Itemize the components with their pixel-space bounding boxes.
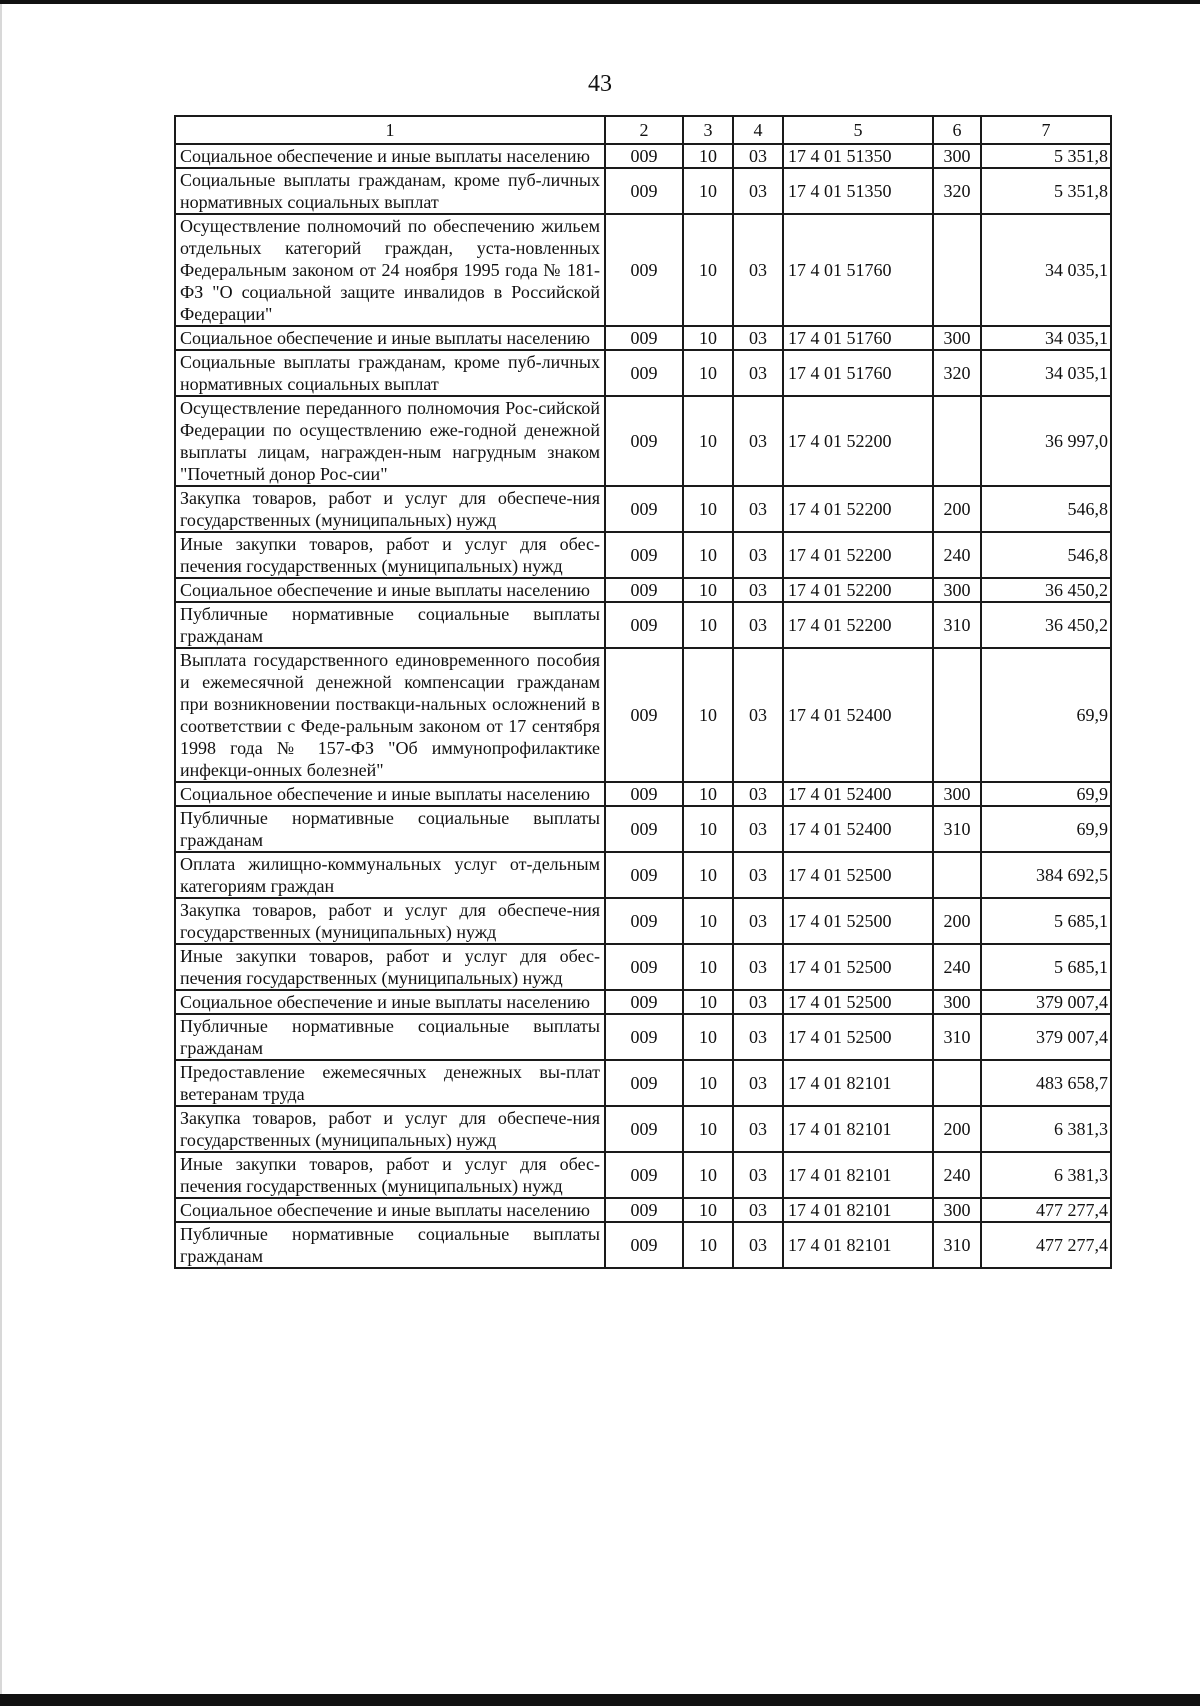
amount-cell: 477 277,4 bbox=[981, 1222, 1111, 1268]
section-code-cell: 10 bbox=[683, 990, 733, 1014]
amount-cell: 483 658,7 bbox=[981, 1060, 1111, 1106]
section-code-cell: 10 bbox=[683, 944, 733, 990]
subsection-code-cell: 03 bbox=[733, 1014, 783, 1060]
row-name-cell: Закупка товаров, работ и услуг для обеспече-ния государственных (муниципальных) нужд bbox=[175, 486, 605, 532]
row-name-cell: Иные закупки товаров, работ и услуг для обес-печения государственных (муниципальных) нужд bbox=[175, 944, 605, 990]
expense-type-cell: 300 bbox=[933, 326, 981, 350]
amount-cell: 36 450,2 bbox=[981, 602, 1111, 648]
amount-cell: 69,9 bbox=[981, 782, 1111, 806]
target-article-cell: 17 4 01 51350 bbox=[783, 144, 933, 168]
ministry-code-cell: 009 bbox=[605, 1060, 683, 1106]
expense-type-cell: 240 bbox=[933, 944, 981, 990]
subsection-code-cell: 03 bbox=[733, 602, 783, 648]
column-header-7: 7 bbox=[981, 116, 1111, 144]
section-code-cell: 10 bbox=[683, 326, 733, 350]
scan-top-border bbox=[0, 0, 1200, 4]
expense-type-cell: 300 bbox=[933, 990, 981, 1014]
ministry-code-cell: 009 bbox=[605, 350, 683, 396]
target-article-cell: 17 4 01 52200 bbox=[783, 486, 933, 532]
target-article-cell: 17 4 01 52200 bbox=[783, 602, 933, 648]
subsection-code-cell: 03 bbox=[733, 1060, 783, 1106]
section-code-cell: 10 bbox=[683, 898, 733, 944]
row-name-cell: Осуществление переданного полномочия Рос-сийской Федерации по осуществлению еже-годной денежной выплаты лицам, награжден-ным нагрудным знаком "Почетный донор Рос-сии" bbox=[175, 396, 605, 486]
column-header-2: 2 bbox=[605, 116, 683, 144]
ministry-code-cell: 009 bbox=[605, 578, 683, 602]
amount-cell: 384 692,5 bbox=[981, 852, 1111, 898]
section-code-cell: 10 bbox=[683, 852, 733, 898]
ministry-code-cell: 009 bbox=[605, 806, 683, 852]
ministry-code-cell: 009 bbox=[605, 602, 683, 648]
ministry-code-cell: 009 bbox=[605, 990, 683, 1014]
table-row bbox=[175, 1222, 1111, 1268]
expense-type-cell: 310 bbox=[933, 806, 981, 852]
subsection-code-cell: 03 bbox=[733, 326, 783, 350]
expense-type-cell bbox=[933, 648, 981, 782]
expense-type-cell: 200 bbox=[933, 898, 981, 944]
row-name-cell: Социальное обеспечение и иные выплаты населению bbox=[175, 144, 605, 168]
row-name-cell: Социальное обеспечение и иные выплаты населению bbox=[175, 578, 605, 602]
subsection-code-cell: 03 bbox=[733, 214, 783, 326]
expense-type-cell bbox=[933, 852, 981, 898]
target-article-cell: 17 4 01 52200 bbox=[783, 578, 933, 602]
target-article-cell: 17 4 01 51760 bbox=[783, 350, 933, 396]
subsection-code-cell: 03 bbox=[733, 1152, 783, 1198]
row-name-cell: Публичные нормативные социальные выплаты гражданам bbox=[175, 806, 605, 852]
column-header-4: 4 bbox=[733, 116, 783, 144]
amount-cell: 379 007,4 bbox=[981, 1014, 1111, 1060]
amount-cell: 546,8 bbox=[981, 532, 1111, 578]
row-name-cell: Оплата жилищно-коммунальных услуг от-дельным категориям граждан bbox=[175, 852, 605, 898]
amount-cell: 5 685,1 bbox=[981, 898, 1111, 944]
ministry-code-cell: 009 bbox=[605, 396, 683, 486]
row-name-cell: Публичные нормативные социальные выплаты гражданам bbox=[175, 602, 605, 648]
subsection-code-cell: 03 bbox=[733, 396, 783, 486]
section-code-cell: 10 bbox=[683, 396, 733, 486]
row-name-cell: Закупка товаров, работ и услуг для обеспече-ния государственных (муниципальных) нужд bbox=[175, 898, 605, 944]
amount-cell: 5 351,8 bbox=[981, 144, 1111, 168]
table-row bbox=[175, 806, 1111, 852]
target-article-cell: 17 4 01 52400 bbox=[783, 648, 933, 782]
target-article-cell: 17 4 01 52500 bbox=[783, 852, 933, 898]
target-article-cell: 17 4 01 52400 bbox=[783, 782, 933, 806]
subsection-code-cell: 03 bbox=[733, 578, 783, 602]
section-code-cell: 10 bbox=[683, 782, 733, 806]
expense-type-cell: 200 bbox=[933, 1106, 981, 1152]
page-number: 43 bbox=[588, 71, 612, 97]
row-name-cell: Выплата государственного единовременного пособия и ежемесячной денежной компенсации гражданам при возникновении поствакци-нальных осложнений в соответствии с Феде-ральным законом от 17 сентября 1998 года № 157-ФЗ "Об иммунопрофилактике инфекци-онных болезней" bbox=[175, 648, 605, 782]
row-name-cell: Закупка товаров, работ и услуг для обеспече-ния государственных (муниципальных) нужд bbox=[175, 1106, 605, 1152]
column-header-6: 6 bbox=[933, 116, 981, 144]
section-code-cell: 10 bbox=[683, 144, 733, 168]
expense-type-cell: 320 bbox=[933, 350, 981, 396]
table-row bbox=[175, 350, 1111, 396]
table-row bbox=[175, 214, 1111, 326]
section-code-cell: 10 bbox=[683, 486, 733, 532]
column-header-3: 3 bbox=[683, 116, 733, 144]
row-name-cell: Публичные нормативные социальные выплаты гражданам bbox=[175, 1014, 605, 1060]
table-row bbox=[175, 486, 1111, 532]
table-row bbox=[175, 898, 1111, 944]
amount-cell: 5 685,1 bbox=[981, 944, 1111, 990]
ministry-code-cell: 009 bbox=[605, 214, 683, 326]
ministry-code-cell: 009 bbox=[605, 532, 683, 578]
table-row bbox=[175, 602, 1111, 648]
subsection-code-cell: 03 bbox=[733, 532, 783, 578]
table-row bbox=[175, 532, 1111, 578]
table-row bbox=[175, 1198, 1111, 1222]
column-header-5: 5 bbox=[783, 116, 933, 144]
table-row bbox=[175, 144, 1111, 168]
target-article-cell: 17 4 01 82101 bbox=[783, 1152, 933, 1198]
section-code-cell: 10 bbox=[683, 578, 733, 602]
target-article-cell: 17 4 01 82101 bbox=[783, 1198, 933, 1222]
amount-cell: 379 007,4 bbox=[981, 990, 1111, 1014]
row-name-cell: Иные закупки товаров, работ и услуг для обес-печения государственных (муниципальных) нужд bbox=[175, 1152, 605, 1198]
target-article-cell: 17 4 01 51760 bbox=[783, 214, 933, 326]
row-name-cell: Социальные выплаты гражданам, кроме пуб-личных нормативных социальных выплат bbox=[175, 350, 605, 396]
table-row bbox=[175, 648, 1111, 782]
subsection-code-cell: 03 bbox=[733, 990, 783, 1014]
ministry-code-cell: 009 bbox=[605, 1198, 683, 1222]
row-name-cell: Социальное обеспечение и иные выплаты населению bbox=[175, 1198, 605, 1222]
expense-type-cell: 310 bbox=[933, 602, 981, 648]
expense-type-cell: 310 bbox=[933, 1014, 981, 1060]
amount-cell: 6 381,3 bbox=[981, 1106, 1111, 1152]
section-code-cell: 10 bbox=[683, 1060, 733, 1106]
section-code-cell: 10 bbox=[683, 1106, 733, 1152]
expense-type-cell: 320 bbox=[933, 168, 981, 214]
target-article-cell: 17 4 01 52500 bbox=[783, 1014, 933, 1060]
ministry-code-cell: 009 bbox=[605, 1014, 683, 1060]
table-row bbox=[175, 944, 1111, 990]
section-code-cell: 10 bbox=[683, 806, 733, 852]
ministry-code-cell: 009 bbox=[605, 1152, 683, 1198]
target-article-cell: 17 4 01 82101 bbox=[783, 1222, 933, 1268]
amount-cell: 36 997,0 bbox=[981, 396, 1111, 486]
ministry-code-cell: 009 bbox=[605, 1106, 683, 1152]
expense-type-cell: 310 bbox=[933, 1222, 981, 1268]
table-row bbox=[175, 1014, 1111, 1060]
table-body bbox=[175, 116, 1111, 1268]
ministry-code-cell: 009 bbox=[605, 144, 683, 168]
amount-cell: 34 035,1 bbox=[981, 350, 1111, 396]
section-code-cell: 10 bbox=[683, 168, 733, 214]
ministry-code-cell: 009 bbox=[605, 852, 683, 898]
table-row bbox=[175, 168, 1111, 214]
target-article-cell: 17 4 01 52200 bbox=[783, 532, 933, 578]
target-article-cell: 17 4 01 52500 bbox=[783, 990, 933, 1014]
row-name-cell: Социальное обеспечение и иные выплаты населению bbox=[175, 990, 605, 1014]
section-code-cell: 10 bbox=[683, 214, 733, 326]
ministry-code-cell: 009 bbox=[605, 944, 683, 990]
amount-cell: 69,9 bbox=[981, 806, 1111, 852]
section-code-cell: 10 bbox=[683, 1152, 733, 1198]
amount-cell: 6 381,3 bbox=[981, 1152, 1111, 1198]
table-row bbox=[175, 1060, 1111, 1106]
expense-type-cell: 240 bbox=[933, 1152, 981, 1198]
section-code-cell: 10 bbox=[683, 532, 733, 578]
amount-cell: 477 277,4 bbox=[981, 1198, 1111, 1222]
table-row bbox=[175, 578, 1111, 602]
subsection-code-cell: 03 bbox=[733, 852, 783, 898]
subsection-code-cell: 03 bbox=[733, 486, 783, 532]
row-name-cell: Социальное обеспечение и иные выплаты населению bbox=[175, 782, 605, 806]
row-name-cell: Осуществление полномочий по обеспечению жильем отдельных категорий граждан, уста-новленных Федеральным законом от 24 ноября 1995 года № 181-ФЗ "О социальной защите инвалидов в Российской Федерации" bbox=[175, 214, 605, 326]
expense-type-cell: 300 bbox=[933, 1198, 981, 1222]
subsection-code-cell: 03 bbox=[733, 648, 783, 782]
target-article-cell: 17 4 01 52400 bbox=[783, 806, 933, 852]
row-name-cell: Социальные выплаты гражданам, кроме пуб-личных нормативных социальных выплат bbox=[175, 168, 605, 214]
amount-cell: 34 035,1 bbox=[981, 214, 1111, 326]
subsection-code-cell: 03 bbox=[733, 1222, 783, 1268]
budget-table bbox=[174, 115, 1112, 1269]
target-article-cell: 17 4 01 52200 bbox=[783, 396, 933, 486]
target-article-cell: 17 4 01 52500 bbox=[783, 898, 933, 944]
section-code-cell: 10 bbox=[683, 350, 733, 396]
expense-type-cell: 200 bbox=[933, 486, 981, 532]
expense-type-cell: 240 bbox=[933, 532, 981, 578]
scan-edge bbox=[0, 0, 2, 1706]
table-row bbox=[175, 782, 1111, 806]
ministry-code-cell: 009 bbox=[605, 898, 683, 944]
target-article-cell: 17 4 01 52500 bbox=[783, 944, 933, 990]
table-row bbox=[175, 852, 1111, 898]
section-code-cell: 10 bbox=[683, 1222, 733, 1268]
subsection-code-cell: 03 bbox=[733, 898, 783, 944]
amount-cell: 36 450,2 bbox=[981, 578, 1111, 602]
expense-type-cell bbox=[933, 396, 981, 486]
row-name-cell: Публичные нормативные социальные выплаты гражданам bbox=[175, 1222, 605, 1268]
target-article-cell: 17 4 01 82101 bbox=[783, 1106, 933, 1152]
table-row bbox=[175, 1106, 1111, 1152]
ministry-code-cell: 009 bbox=[605, 648, 683, 782]
column-header-1: 1 bbox=[175, 116, 605, 144]
subsection-code-cell: 03 bbox=[733, 350, 783, 396]
table-row bbox=[175, 990, 1111, 1014]
scan-bottom-border bbox=[0, 1694, 1200, 1706]
subsection-code-cell: 03 bbox=[733, 806, 783, 852]
table-row bbox=[175, 326, 1111, 350]
ministry-code-cell: 009 bbox=[605, 486, 683, 532]
table-row bbox=[175, 396, 1111, 486]
expense-type-cell: 300 bbox=[933, 578, 981, 602]
target-article-cell: 17 4 01 51760 bbox=[783, 326, 933, 350]
target-article-cell: 17 4 01 51350 bbox=[783, 168, 933, 214]
subsection-code-cell: 03 bbox=[733, 1198, 783, 1222]
expense-type-cell bbox=[933, 214, 981, 326]
ministry-code-cell: 009 bbox=[605, 1222, 683, 1268]
amount-cell: 5 351,8 bbox=[981, 168, 1111, 214]
amount-cell: 69,9 bbox=[981, 648, 1111, 782]
row-name-cell: Предоставление ежемесячных денежных вы-плат ветеранам труда bbox=[175, 1060, 605, 1106]
ministry-code-cell: 009 bbox=[605, 782, 683, 806]
row-name-cell: Иные закупки товаров, работ и услуг для обес-печения государственных (муниципальных) нужд bbox=[175, 532, 605, 578]
amount-cell: 34 035,1 bbox=[981, 326, 1111, 350]
column-number-row bbox=[175, 116, 1111, 144]
subsection-code-cell: 03 bbox=[733, 944, 783, 990]
subsection-code-cell: 03 bbox=[733, 1106, 783, 1152]
subsection-code-cell: 03 bbox=[733, 168, 783, 214]
subsection-code-cell: 03 bbox=[733, 144, 783, 168]
target-article-cell: 17 4 01 82101 bbox=[783, 1060, 933, 1106]
section-code-cell: 10 bbox=[683, 602, 733, 648]
amount-cell: 546,8 bbox=[981, 486, 1111, 532]
row-name-cell: Социальное обеспечение и иные выплаты населению bbox=[175, 326, 605, 350]
section-code-cell: 10 bbox=[683, 648, 733, 782]
expense-type-cell bbox=[933, 1060, 981, 1106]
expense-type-cell: 300 bbox=[933, 144, 981, 168]
section-code-cell: 10 bbox=[683, 1198, 733, 1222]
ministry-code-cell: 009 bbox=[605, 326, 683, 350]
section-code-cell: 10 bbox=[683, 1014, 733, 1060]
table-row bbox=[175, 1152, 1111, 1198]
subsection-code-cell: 03 bbox=[733, 782, 783, 806]
ministry-code-cell: 009 bbox=[605, 168, 683, 214]
expense-type-cell: 300 bbox=[933, 782, 981, 806]
